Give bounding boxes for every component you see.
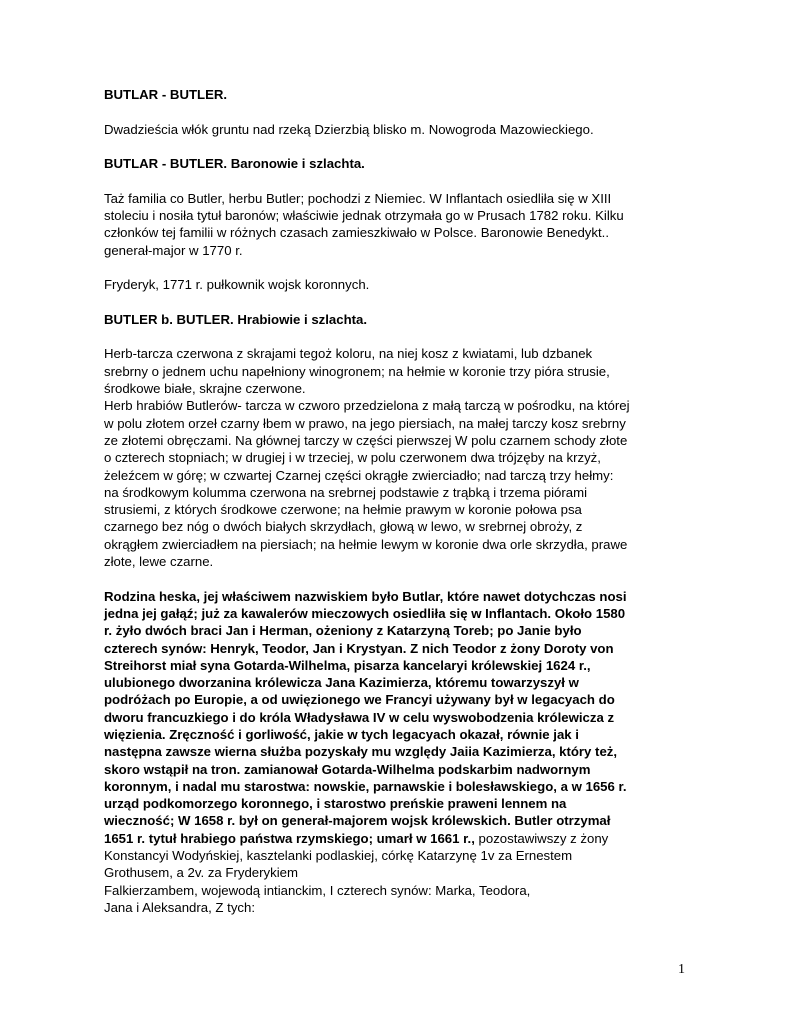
text-line: srebrny o jednem uchu napełniony winogronem; na hełmie w koronie trzy pióra strusie, <box>104 363 610 379</box>
text-line: o czterech stopniach; w drugiej i w trzeciej, w polu czerwonem dwa trójzęby na krzyż, <box>104 450 601 466</box>
text-line: Jana i Aleksandra, Z tych: <box>104 899 255 915</box>
text-normal-part: pozostawiwszy z żony <box>474 830 609 846</box>
text-line: członków tej familii w różnych czasach zamieszkiwało w Polsce. Baronowie Benedykt.. <box>104 225 609 241</box>
text-line: strusiemi, z których środkowe czerwone; na hełmie prawym w koronie połowa psa <box>104 502 582 518</box>
text-line: okrągłem zwierciadłem na piersiach; na hełmie lewym w koronie dwa orle skrzydła, prawe <box>104 536 628 552</box>
text-line: więzienia. Zręczność i gorliwość, jakie w tych legacyach okazał, równie jak i <box>104 726 579 742</box>
text-line: Herb hrabiów Butlerów- tarcza w czworo przedzielona z małą tarczą w pośrodku, na której <box>104 398 630 414</box>
text-line: urząd podkomorzego koronnego, i starostwo preńskie praweni lennem na <box>104 796 567 812</box>
text-line: dworu francuzkiego i do króla Władysława IV w celu wyswobodzenia królewicza z <box>104 709 615 725</box>
heading-counts: BUTLER b. BUTLER. Hrabiowie i szlachta. <box>104 311 368 327</box>
text-line: złote, lewe czarne. <box>104 554 214 570</box>
text-line: r. żyło dwóch braci Jan i Herman, ożeniony z Katarzyną Toreb; po Janie było <box>104 623 582 639</box>
text-line: następna zawsze wierna służba pozyskały mu względy Jaiia Kazimierza, który też, <box>104 744 618 760</box>
text-line: Herb-tarcza czerwona z skrajami tegoż koloru, na niej kosz z kwiatami, lub dzbanek <box>104 346 593 362</box>
text-line: Grothusem, a 2v. za Fryderykiem <box>104 865 298 881</box>
text-line: na środkowym kolumma czerwona na srebrnej podstawie z trąbką i trzema piórami <box>104 484 588 500</box>
paragraph-family <box>104 190 694 259</box>
text-line: Konstancyi Wodyńskiej, kasztelanki podlaskiej, córkę Katarzynę 1v za Ernestem <box>104 848 573 864</box>
text-line: podróżach po Europie, a od uwięzionego we Francyi używany był w legacyach do <box>104 692 615 708</box>
document-page <box>104 86 694 916</box>
text-line: koronnym, i nadal mu starostwa: nowskie, parnawskie i bolesławskiego, a w 1656 r. <box>104 778 627 794</box>
text-line: Streihorst miał syna Gotarda-Wilhelma, pisarza kancelaryi królewskiej 1624 r., <box>104 657 591 673</box>
text-line: ze złotemi obręczami. Na głównej tarczy w części pierwszej W polu czarnem schody złote <box>104 432 628 448</box>
text-line: Taż familia co Butler, herbu Butler; pochodzi z Niemiec. W Inflantach osiedliła się w XIII <box>104 190 612 206</box>
text-bold-part: 1651 r. tytuł hrabiego państwa rzymskiego; umarł w 1661 r., <box>104 830 475 846</box>
text-line-mixed <box>104 830 694 847</box>
paragraph-fryderyk: Fryderyk, 1771 r. pułkownik wojsk koronnych. <box>104 277 370 293</box>
text-line: żeleźcem w górę; w czwartej Czarnej części okrągłe zwierciadło; nad tarczą trzy hełmy: <box>104 467 614 483</box>
text-line: Falkierzambem, wojewodą intianckim, I czterech synów: Marka, Teodora, <box>104 882 531 898</box>
text-line: wieczność; W 1658 r. był on generał-majorem wojsk królewskich. Butler otrzymał <box>104 813 611 829</box>
text-line: czterech synów: Henryk, Teodor, Jan i Krystyan. Z nich Teodor z żony Doroty von <box>104 640 614 656</box>
text-line: czarnego bez nóg o dwóch białych skrzydłach, głową w lewo, w srebrnej obroży, z <box>104 519 583 535</box>
paragraph-history <box>104 588 694 917</box>
text-line: środkowe białe, skrajne czerwone. <box>104 381 306 397</box>
text-line: ulubionego dworzanina królewicza Jana Kazimierza, któremu towarzyszył w <box>104 675 579 691</box>
text-line: jedna jej gałąź; już za kawalerów mieczowych osiedliła się w Inflantach. Około 1580 <box>104 605 626 621</box>
text-line: stoleciu i nosiła tytuł baronów; właściwie jednak otrzymała go w Prusach 1782 roku. Kilku <box>104 208 624 224</box>
text-line: Rodzina heska, jej właściwem nazwiskiem było Butlar, które nawet dotychczas nosi <box>104 588 627 604</box>
text-line: generał-major w 1770 r. <box>104 242 243 258</box>
heading-butlar: BUTLAR - BUTLER. <box>104 87 228 102</box>
paragraph-land: Dwadzieścia włók gruntu nad rzeką Dzierzbią blisko m. Nowogroda Mazowieckiego. <box>104 121 594 137</box>
page-number: 1 <box>678 962 685 977</box>
paragraph-coat-of-arms <box>104 345 694 570</box>
heading-barons: BUTLAR - BUTLER. Baronowie i szlachta. <box>104 156 365 172</box>
text-line: skoro wstąpił na tron. zamianował Gotarda-Wilhelma podskarbim nadwornym <box>104 761 591 777</box>
text-line: w polu złotem orzeł czarny łbem w prawo, na jego piersiach, na małej tarczy kosz srebrny <box>104 415 626 431</box>
